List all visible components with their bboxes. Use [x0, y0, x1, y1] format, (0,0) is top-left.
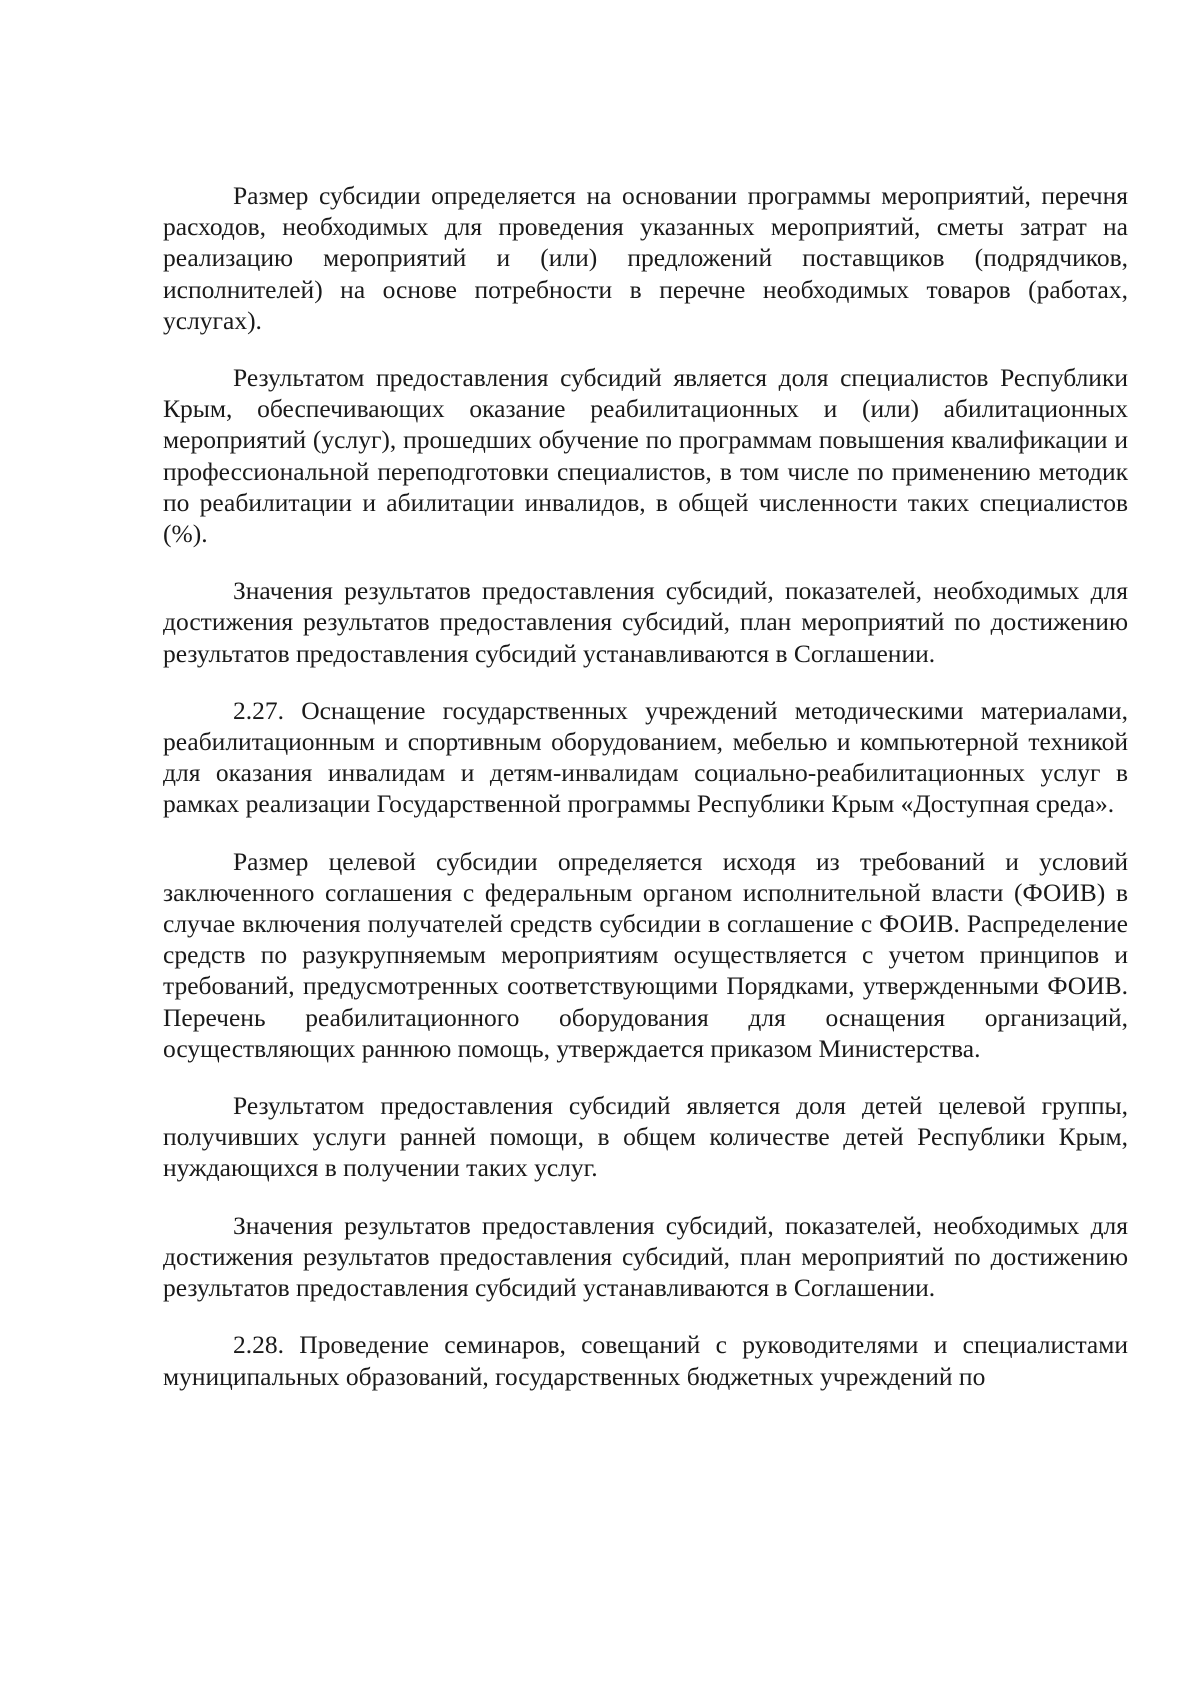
- paragraph-section-2-28: 2.28. Проведение семинаров, совещаний с руководителями и специалистами муниципальных образований, государственных бюджетных учреждений по: [163, 1330, 1128, 1391]
- paragraph-section-2-27: 2.27. Оснащение государственных учреждений методическими материалами, реабилитационным и спортивным оборудованием, мебелью и компьютерной техникой для оказания инвалидам и детям-инвалидам социально-реабилитационных услуг в рамках реализации Государственной программы Республики Крым «Доступная среда».: [163, 695, 1128, 819]
- paragraph-result-values-1: Значения результатов предоставления субсидий, показателей, необходимых для достижения результатов предоставления субсидий, план мероприятий по достижению результатов предоставления субсидий устанавливаются в Соглашении.: [163, 576, 1128, 668]
- document-body: [163, 180, 1128, 1392]
- paragraph-result-values-2: Значения результатов предоставления субсидий, показателей, необходимых для достижения результатов предоставления субсидий, план мероприятий по достижению результатов предоставления субсидий устанавливаются в Соглашении.: [163, 1210, 1128, 1303]
- paragraph-result-early-help: Результатом предоставления субсидий является доля детей целевой группы, получивших услуги ранней помощи, в общем количестве детей Республики Крым, нуждающихся в получении таких услуг.: [163, 1091, 1128, 1183]
- paragraph-result-specialists: Результатом предоставления субсидий является доля специалистов Республики Крым, обеспечивающих оказание реабилитационных и (или) абилитационных мероприятий (услуг), прошедших обучение по программам повышения квалификации и профессиональной переподготовки специалистов, в том числе по применению методик по реабилитации и абилитации инвалидов, в общей численности таких специалистов (%).: [163, 363, 1128, 549]
- paragraph-subsidy-size: Размер субсидии определяется на основании программы мероприятий, перечня расходов, необходимых для проведения указанных мероприятий, сметы затрат на реализацию мероприятий и (или) предложений поставщиков (подрядчиков, исполнителей) на основе потребности в перечне необходимых товаров (работах, услугах).: [163, 181, 1128, 335]
- paragraph-target-subsidy-size: Размер целевой субсидии определяется исходя из требований и условий заключенного соглашения с федеральным органом исполнительной власти (ФОИВ) в случае включения получателей средств субсидии в соглашение с ФОИВ. Распределение средств по разукрупняемым мероприятиям осуществляется с учетом принципов и требований, предусмотренных соответствующими Порядками, утвержденными ФОИВ. Перечень реабилитационного оборудования для оснащения организаций, осуществляющих раннюю помощь, утверждается приказом Министерства.: [163, 846, 1128, 1063]
